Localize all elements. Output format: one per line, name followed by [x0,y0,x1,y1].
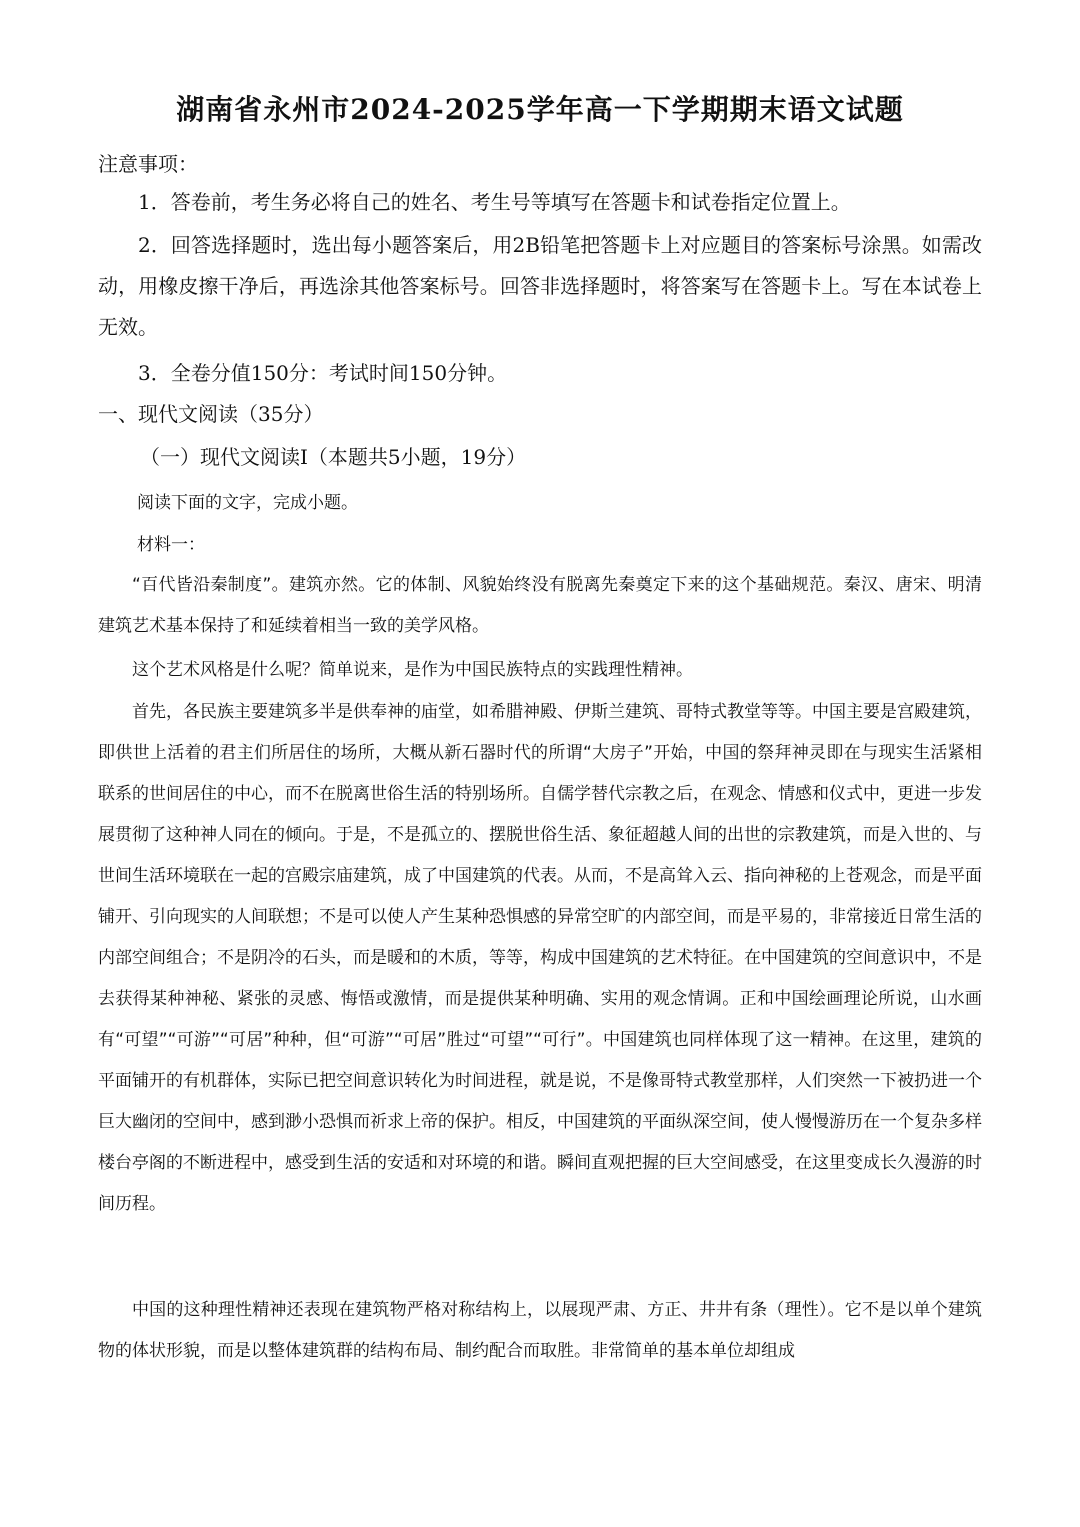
notice-heading: 注意事项： [98,152,198,176]
material-paragraph-1: “百代皆沿秦制度”。建筑亦然。它的体制、风貌始终没有脱离先秦奠定下来的这个基础规范。秦汉、唐宋、明清建筑艺术基本保持了和延续着相当一致的美学风格。 [98,575,982,636]
material-paragraph-4: 中国的这种理性精神还表现在建筑物严格对称结构上，以展现严肃、方正、井井有条（理性）。它不是以单个建筑物的体状形貌，而是以整体建筑群的结构布局、制约配合而取胜。非常简单的基本单位却组成 [98,1300,982,1361]
section-subheading: （一）现代文阅读Ⅰ（本题共5小题，19分） [140,445,527,469]
notice-item-2: 2．回答选择题时，选出每小题答案后，用2B铅笔把答题卡上对应题目的答案标号涂黑。如需改动，用橡皮擦干净后，再选涂其他答案标号。回答非选择题时，将答案写在答题卡上。写在本试卷上无效。 [98,233,982,339]
material-label: 材料一： [137,535,205,555]
material-paragraph-2: 这个艺术风格是什么呢？简单说来，是作为中国民族特点的实践理性精神。 [132,660,693,680]
notice-item-1: 1．答卷前，考生务必将自己的姓名、考生号等填写在答题卡和试卷指定位置上。 [138,190,851,214]
page-title: 湖南省永州市2024-2025学年高一下学期期末语文试题 [176,93,904,126]
reading-instruction: 阅读下面的文字，完成小题。 [137,493,358,513]
section-heading: 一、现代文阅读（35分） [98,402,324,426]
material-paragraph-3: 首先，各民族主要建筑多半是供奉神的庙堂，如希腊神殿、伊斯兰建筑、哥特式教堂等等。中国主要是宫殿建筑，即供世上活着的君主们所居住的场所，大概从新石器时代的所谓“大房子”开始，中国的祭拜神灵即在与现实生活紧相联系的世间居住的中心，而不在脱离世俗生活的特别场所。自儒学替代宗教之后，在观念、情感和仪式中，更进一步发展贯彻了这种神人同在的倾向。于是，不是孤立的、摆脱世俗生活、象征超越人间的出世的宗教建筑，而是入世的、与世间生活环境联在一起的宫殿宗庙建筑，成了中国建筑的代表。从而，不是高耸入云、指向神秘的上苍观念，而是平面铺开、引向现实的人间联想；不是可以使人产生某种恐惧感的异常空旷的内部空间，而是平易的，非常接近日常生活的内部空间组合；不是阴冷的石头，而是暖和的木质，等等，构成中国建筑的艺术特征。在中国建筑的空间意识中，不是去获得某种神秘、紧张的灵感、悔悟或激情，而是提供某种明确、实用的观念情调。正和中国绘画理论所说，山水画有“可望”“可游”“可居”种种，但“可游”“可居”胜过“可望”“可行”。中国建筑也同样体现了这一精神。在这里，建筑的平面铺开的有机群体，实际已把空间意识转化为时间进程，就是说，不是像哥特式教堂那样，人们突然一下被扔进一个巨大幽闭的空间中，感到渺小恐惧而祈求上帝的保护。相反，中国建筑的平面纵深空间，使人慢慢游历在一个复杂多样楼台亭阁的不断进程中，感受到生活的安适和对环境的和谐。瞬间直观把握的巨大空间感受，在这里变成长久漫游的时间历程。 [98,702,982,1214]
notice-item-3: 3．全卷分值150分：考试时间150分钟。 [138,361,508,385]
